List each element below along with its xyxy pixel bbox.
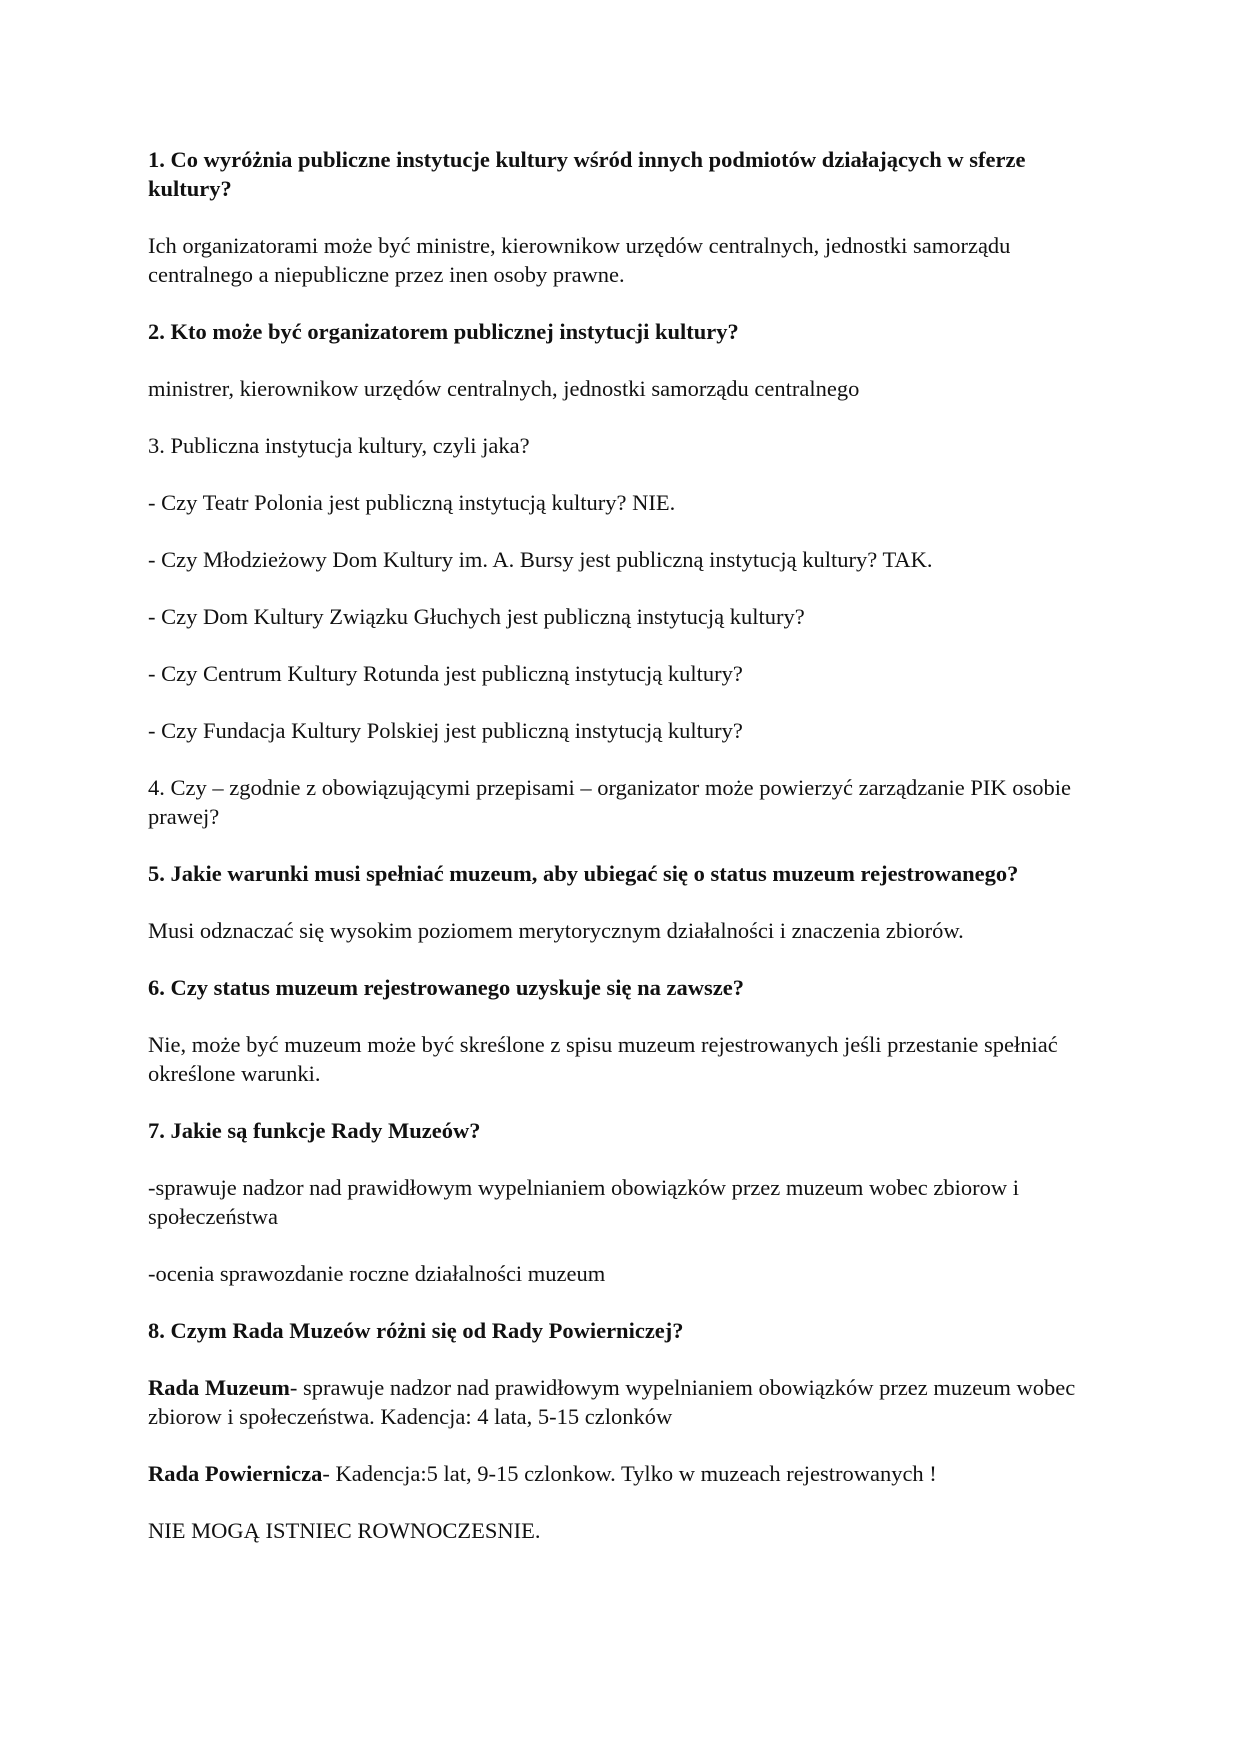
question-7-item: -sprawuje nadzor nad prawidłowym wypelnianiem obowiązków przez muzeum wobec zbiorow i społeczeństwa xyxy=(148,1175,1019,1229)
document-page xyxy=(148,145,1078,1573)
question-3-item: - Czy Teatr Polonia jest publiczną instytucją kultury? NIE. xyxy=(148,490,676,515)
rada-muzeum-text: - sprawuje nadzor nad prawidłowym wypelnianiem obowiązków przez muzeum wobec zbiorow i społeczeństwa. Kadencja: 4 lata, 5-15 czlonków xyxy=(148,1375,1076,1429)
question-6-answer: Nie, może być muzeum może być skreślone z spisu muzeum rejestrowanych jeśli przestanie spełniać określone warunki. xyxy=(148,1032,1058,1086)
question-3-item: - Czy Fundacja Kultury Polskiej jest publiczną instytucją kultury? xyxy=(148,718,743,743)
question-7-heading: 7. Jakie są funkcje Rady Muzeów? xyxy=(148,1118,481,1143)
rada-muzeum-label: Rada Muzeum xyxy=(148,1375,290,1400)
question-1-answer: Ich organizatorami może być ministre, kierownikow urzędów centralnych, jednostki samorządu centralnego a niepubliczne przez inen osoby prawne. xyxy=(148,233,1011,287)
question-4-heading: 4. Czy – zgodnie z obowiązującymi przepisami – organizator może powierzyć zarządzanie PIK osobie prawej? xyxy=(148,775,1071,829)
question-6-heading: 6. Czy status muzeum rejestrowanego uzyskuje się na zawsze? xyxy=(148,975,744,1000)
question-5-heading: 5. Jakie warunki musi spełniać muzeum, aby ubiegać się o status muzeum rejestrowanego? xyxy=(148,861,1019,886)
rada-powiernicza-paragraph xyxy=(148,1459,1078,1488)
question-1-heading: 1. Co wyróżnia publiczne instytucje kultury wśród innych podmiotów działających w sferze kultury? xyxy=(148,147,1026,201)
question-3-item: - Czy Młodzieżowy Dom Kultury im. A. Bursy jest publiczną instytucją kultury? TAK. xyxy=(148,547,933,572)
rada-muzeum-paragraph xyxy=(148,1373,1078,1431)
closing-statement: NIE MOGĄ ISTNIEC ROWNOCZESNIE. xyxy=(148,1518,541,1543)
question-2-heading: 2. Kto może być organizatorem publicznej instytucji kultury? xyxy=(148,319,739,344)
rada-powiernicza-label: Rada Powiernicza xyxy=(148,1461,323,1486)
question-7-item: -ocenia sprawozdanie roczne działalności muzeum xyxy=(148,1261,606,1286)
question-3-item: - Czy Dom Kultury Związku Głuchych jest publiczną instytucją kultury? xyxy=(148,604,805,629)
rada-powiernicza-text: - Kadencja:5 lat, 9-15 czlonkow. Tylko w muzeach rejestrowanych ! xyxy=(322,1461,937,1486)
question-8-heading: 8. Czym Rada Muzeów różni się od Rady Powierniczej? xyxy=(148,1318,684,1343)
question-5-answer: Musi odznaczać się wysokim poziomem merytorycznym działalności i znaczenia zbiorów. xyxy=(148,918,964,943)
question-3-heading: 3. Publiczna instytucja kultury, czyli jaka? xyxy=(148,433,530,458)
question-3-item: - Czy Centrum Kultury Rotunda jest publiczną instytucją kultury? xyxy=(148,661,743,686)
question-2-answer: ministrer, kierownikow urzędów centralnych, jednostki samorządu centralnego xyxy=(148,376,860,401)
